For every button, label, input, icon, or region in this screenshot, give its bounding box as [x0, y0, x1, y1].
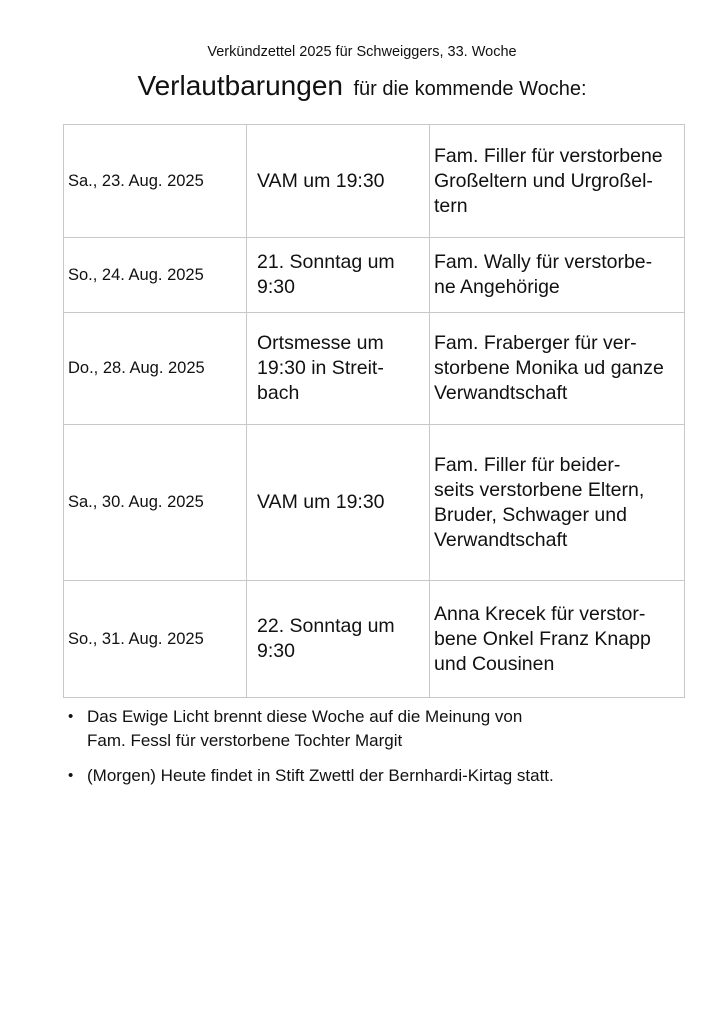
- row-time: 21. Sonntag um 9:30: [247, 238, 430, 313]
- table-row: [64, 425, 685, 581]
- document-subtitle: Verkündzettel 2025 für Schweiggers, 33. Woche: [207, 44, 517, 60]
- announcement-text: Das Ewige Licht brennt diese Woche auf die Meinung von Fam. Fessl für verstorbene Tochter Margit: [87, 707, 523, 750]
- mass-schedule-table: [63, 124, 685, 698]
- row-intent: Fam. Wally für verstorbe- ne Angehörige: [430, 238, 685, 313]
- announcement-list: [68, 705, 708, 799]
- row-date: Do., 28. Aug. 2025: [64, 313, 247, 425]
- row-time: Ortsmesse um 19:30 in Streit- bach: [247, 313, 430, 425]
- table-row: [64, 581, 685, 698]
- row-date: Sa., 30. Aug. 2025: [64, 425, 247, 581]
- bullet-icon: •: [68, 767, 74, 784]
- list-item: [68, 764, 708, 788]
- row-date: So., 24. Aug. 2025: [64, 238, 247, 313]
- table-row: [64, 313, 685, 425]
- list-item: [68, 705, 708, 753]
- row-intent: Fam. Filler für verstorbene Großeltern und Urgroßel- tern: [430, 125, 685, 238]
- table-row: [64, 238, 685, 313]
- page-title: [0, 70, 724, 102]
- row-date: So., 31. Aug. 2025: [64, 581, 247, 698]
- page-title-main: Verlautbarungen: [137, 70, 343, 101]
- row-intent: Anna Krecek für verstor- bene Onkel Franz Knapp und Cousinen: [430, 581, 685, 698]
- row-time: 22. Sonntag um 9:30: [247, 581, 430, 698]
- table-row: [64, 125, 685, 238]
- row-time: VAM um 19:30: [247, 425, 430, 581]
- row-intent: Fam. Filler für beider- seits verstorbene Eltern, Bruder, Schwager und Verwandtschaft: [430, 425, 685, 581]
- page-title-rest: für die kommende Woche:: [353, 78, 587, 100]
- announcement-text: (Morgen) Heute findet in Stift Zwettl der Bernhardi-Kirtag statt.: [87, 766, 554, 785]
- row-intent: Fam. Fraberger für ver- storbene Monika ud ganze Verwandtschaft: [430, 313, 685, 425]
- bullet-icon: •: [68, 708, 74, 725]
- row-date: Sa., 23. Aug. 2025: [64, 125, 247, 238]
- row-time: VAM um 19:30: [247, 125, 430, 238]
